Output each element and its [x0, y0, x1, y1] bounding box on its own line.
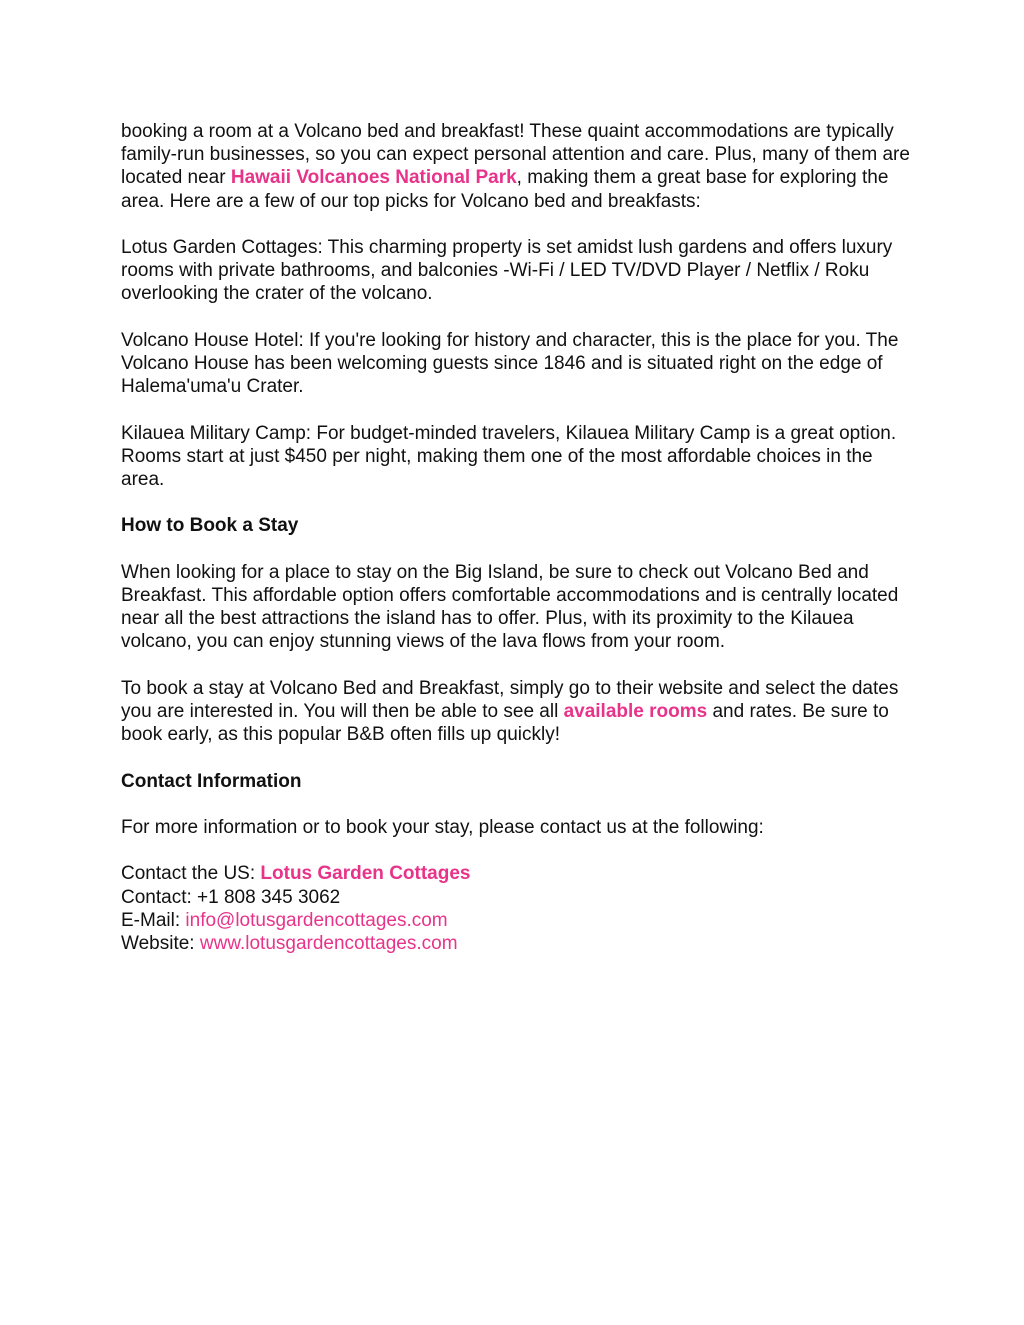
booking-paragraph-1: When looking for a place to stay on the Big Island, be sure to check out Volcano Bed and Breakfast. This affordable option offers comfortable accommodations and is centrally located near all the best attractions the island has to offer. Plus, with its proximity to the Kilauea volcano, you can enjoy stunning views of the lava flows from your room. — [121, 561, 899, 653]
booking-paragraph-2 — [121, 677, 911, 747]
contact-website-line — [121, 932, 911, 955]
intro-text-1: booking a room at a Volcano bed and breakfast! These quaint accommodations are typically family-run businesses, so you can expect personal attention and care. Plus, many of them are located near — [121, 121, 910, 189]
booking-text-1: To book a stay at Volcano Bed and Breakfast, simply go to their website and select the dates you are interested in. You will then be able to see all — [121, 677, 899, 722]
pick-lotus-garden: Lotus Garden Cottages: This charming property is set amidst lush gardens and offers luxury rooms with private bathrooms, and balconies -Wi-Fi / LED TV/DVD Player / Netflix / Roku overlooking the crater of the volcano. — [121, 237, 893, 305]
website-label: Website: — [121, 932, 200, 954]
pick-volcano-house: Volcano House Hotel: If you're looking for history and character, this is the place for you. The Volcano House has been welcoming guests since 1846 and is situated right on the edge of Halema'uma'u Crater. — [121, 329, 899, 398]
booking-text-2: and rates. Be sure to book early, as this popular B&B often fills up quickly! — [121, 700, 889, 746]
hawaii-volcanoes-link[interactable]: Hawaii Volcanoes National Park — [230, 167, 517, 189]
contact-us-label: Contact the US: — [121, 863, 261, 885]
intro-paragraph — [121, 120, 911, 213]
lotus-garden-cottages-link[interactable]: Lotus Garden Cottages — [260, 863, 471, 885]
website-link[interactable]: www.lotusgardencottages.com — [199, 932, 458, 954]
contact-email-line — [121, 909, 911, 932]
contact-us-line — [121, 862, 911, 885]
email-link[interactable]: info@lotusgardencottages.com — [185, 909, 448, 931]
available-rooms-link[interactable]: available rooms — [563, 700, 708, 722]
contact-intro: For more information or to book your stay, please contact us at the following: — [121, 816, 764, 838]
contact-heading: Contact Information — [121, 770, 302, 792]
booking-heading: How to Book a Stay — [121, 515, 299, 537]
email-label: E-Mail: — [121, 909, 186, 931]
contact-phone-line: Contact: +1 808 345 3062 — [121, 886, 341, 908]
pick-kilauea-military-camp: Kilauea Military Camp: For budget-minded travelers, Kilauea Military Camp is a great option. Rooms start at just $450 per night, making them one of the most affordable choices in the area. — [121, 422, 897, 490]
document-page — [121, 120, 911, 955]
intro-text-2: , making them a great base for exploring the area. Here are a few of our top picks for Volcano bed and breakfasts: — [121, 167, 889, 212]
